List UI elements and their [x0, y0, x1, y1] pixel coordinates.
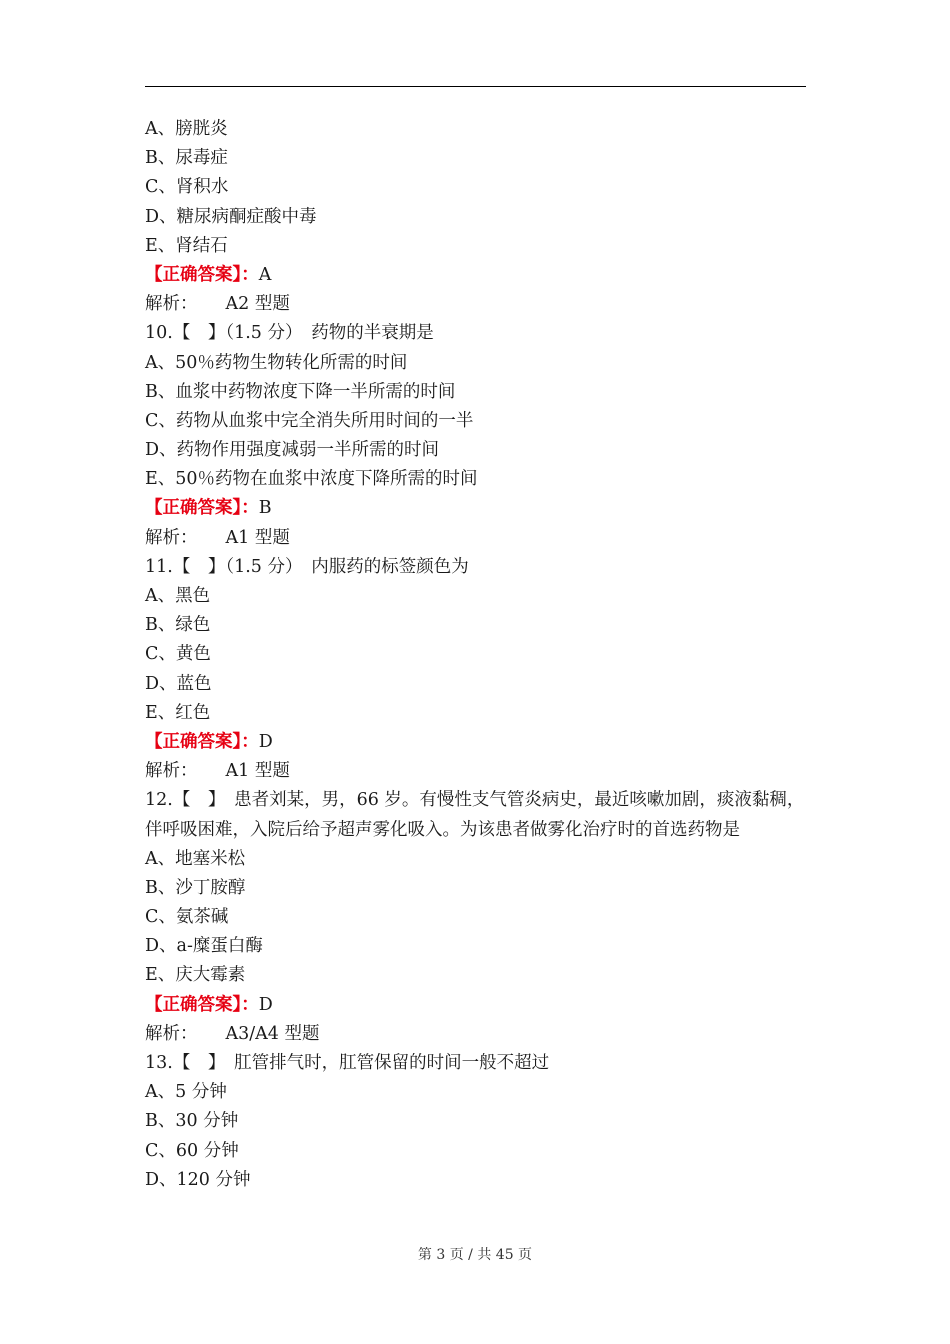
- analysis-label: 解析：: [145, 1023, 198, 1044]
- question-stem: 13.【 】 肛管排气时，肛管保留的时间一般不超过: [145, 1053, 550, 1074]
- option-b: B、尿毒症: [145, 148, 228, 169]
- option-d: D、糖尿病酮症酸中毒: [145, 206, 317, 227]
- page-footer: 第 3 页 / 共 45 页: [417, 1247, 533, 1263]
- option-a: A、50％药物生物转化所需的时间: [145, 352, 408, 373]
- option-b: B、30 分钟: [145, 1111, 239, 1132]
- correct-answer: [145, 261, 805, 290]
- answer-label: 【正确答案】：: [145, 264, 259, 285]
- answer-value: D: [258, 994, 273, 1015]
- correct-answer: [145, 494, 805, 523]
- analysis: [145, 290, 805, 319]
- option-c: C、药物从血浆中完全消失所用时间的一半: [145, 410, 474, 431]
- answer-value: B: [258, 498, 272, 519]
- option-e: E、肾结石: [145, 235, 228, 256]
- option-c: C、肾积水: [145, 177, 229, 198]
- option-b: B、沙丁胺醇: [145, 877, 246, 898]
- question-stem: 11.【 】（1.5 分） 内服药的标签颜色为: [145, 556, 469, 577]
- answer-label: 【正确答案】：: [145, 498, 259, 519]
- analysis-label: 解析：: [145, 761, 198, 782]
- answer-label: 【正确答案】：: [145, 731, 259, 752]
- analysis-value: A2 型题: [225, 294, 290, 315]
- option-d: D、药物作用强度减弱一半所需的时间: [145, 440, 440, 461]
- option-d: D、蓝色: [145, 673, 212, 694]
- question-12: [145, 786, 805, 1049]
- analysis-label: 解析：: [145, 527, 198, 548]
- analysis: [145, 524, 805, 553]
- analysis: [145, 1020, 805, 1049]
- option-d: D、120 分钟: [145, 1169, 251, 1190]
- answer-label: 【正确答案】：: [145, 994, 259, 1015]
- option-c: C、黄色: [145, 644, 211, 665]
- analysis-value: A1 型题: [225, 527, 290, 548]
- answer-value: D: [258, 731, 273, 752]
- option-e: E、红色: [145, 702, 211, 723]
- analysis-label: 解析：: [145, 294, 198, 315]
- option-c: C、60 分钟: [145, 1140, 239, 1161]
- analysis: [145, 757, 805, 786]
- question-10: [145, 319, 805, 553]
- correct-answer: [145, 728, 805, 757]
- option-a: A、膀胱炎: [145, 119, 228, 139]
- option-b: B、绿色: [145, 615, 211, 636]
- option-e: E、50％药物在血浆中浓度下降所需的时间: [145, 469, 478, 490]
- correct-answer: [145, 991, 805, 1020]
- document-body: [145, 115, 805, 1195]
- answer-value: A: [258, 264, 272, 285]
- question-9: [145, 115, 805, 319]
- option-b: B、血浆中药物浓度下降一半所需的时间: [145, 381, 456, 402]
- analysis-value: A1 型题: [225, 761, 290, 782]
- option-e: E、庆大霉素: [145, 965, 246, 986]
- option-d: D、a-糜蛋白酶: [145, 936, 263, 957]
- analysis-value: A3/A4 型题: [225, 1023, 320, 1044]
- option-a: A、5 分钟: [145, 1082, 227, 1103]
- option-a: A、黑色: [145, 586, 211, 606]
- question-11: [145, 553, 805, 787]
- header-rule: [145, 86, 806, 87]
- question-stem: 12.【 】 患者刘某，男，66 岁。有慢性支气管炎病史，最近咳嗽加剧，痰液黏稠，伴呼吸困难，入院后给予超声雾化吸入。为该患者做雾化治疗时的首选药物是: [145, 790, 805, 840]
- option-c: C、氨茶碱: [145, 907, 229, 928]
- question-stem: 10.【 】（1.5 分） 药物的半衰期是: [145, 323, 434, 344]
- option-a: A、地塞米松: [145, 848, 246, 869]
- question-13: [145, 1049, 805, 1195]
